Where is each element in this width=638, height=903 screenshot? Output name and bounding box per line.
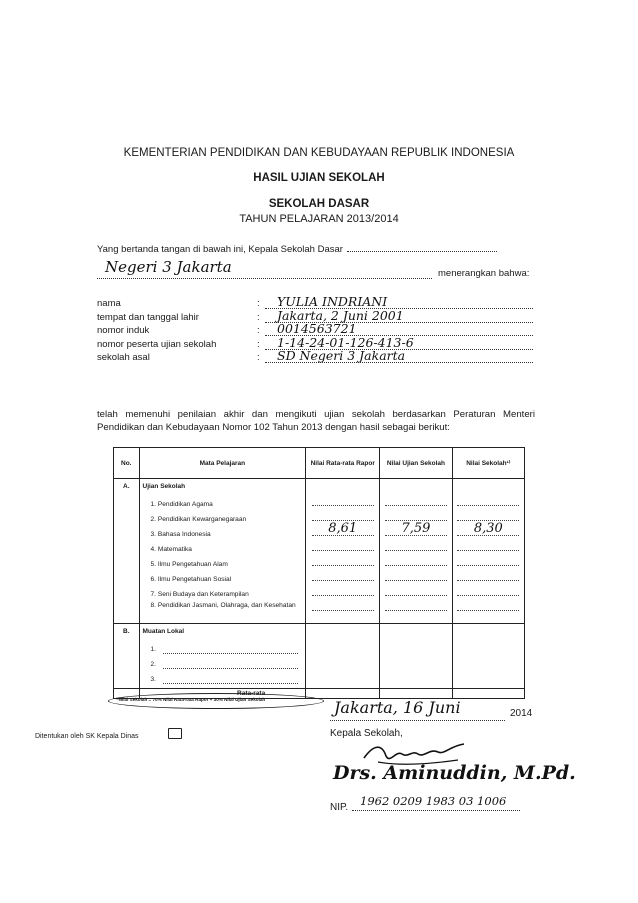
muatan-lokal-item: 3.	[143, 672, 303, 687]
rapor-cell	[309, 542, 376, 557]
identity-label: nomor peserta ujian sekolah	[97, 338, 217, 350]
identity-colon: :	[257, 298, 260, 309]
group-a-no: A.	[114, 479, 140, 624]
identity-value: SD Negeri 3 Jakarta	[277, 348, 406, 363]
group-b-sekolah	[452, 624, 524, 689]
identity-colon: :	[257, 338, 260, 350]
sekolah-cell	[456, 587, 521, 602]
ujian-cell	[383, 497, 448, 512]
place-date-line	[330, 700, 505, 721]
sekolah-cell	[456, 542, 521, 557]
ujian-column	[380, 479, 452, 624]
group-a-row	[114, 479, 525, 624]
header-rapor: Nilai Rata-rata Rapor	[306, 448, 380, 479]
header-sekolah: Nilai Sekolah¹⁾	[452, 448, 524, 479]
identity-label: tempat dan tanggal lahir	[97, 311, 199, 323]
group-b-ujian	[380, 624, 452, 689]
subject-item: 3. Bahasa Indonesia	[150, 531, 211, 538]
statement-text: telah memenuhi penilaian akhir dan mengikuti ujian sekolah berdasarkan Peraturan Menteri Pendidikan dan Kebudayaan Nomor 102 Tahun 2013 dengan hasil sebagai berikut:	[97, 409, 535, 433]
school-name-handwritten: Negeri 3 Jakarta	[105, 258, 232, 276]
group-b-no: B.	[114, 624, 140, 689]
identity-value: Jakarta, 2 Juni 2001	[277, 307, 404, 323]
rapor-cell	[309, 521, 376, 542]
sekolah-cell	[456, 557, 521, 572]
arrow-box-icon	[168, 728, 182, 739]
sekolah-cell	[456, 521, 521, 542]
ujian-cell	[383, 587, 448, 602]
subject-item: 7. Seni Budaya dan Keterampilan	[150, 591, 249, 598]
group-b-rapor	[306, 624, 380, 689]
identity-label: nama	[97, 298, 121, 309]
nip-label: NIP.	[330, 802, 349, 813]
subject-item: 1. Pendidikan Agama	[150, 501, 213, 508]
subject-item: 8. Pendidikan Jasmani, Olahraga, dan Kesehatan	[150, 602, 296, 609]
identity-value: 0014563721	[277, 321, 357, 336]
nip-value: 1962 0209 1983 03 1006	[360, 794, 507, 808]
subject-item: 6. Ilmu Pengetahuan Sosial	[150, 576, 232, 583]
table-header-row	[114, 448, 525, 479]
rapor-cell	[309, 602, 376, 620]
ujian-cell	[383, 521, 448, 542]
group-a-title: Ujian Sekolah	[142, 483, 186, 490]
school-level: SEKOLAH DASAR	[268, 198, 370, 210]
identity-value: YULIA INDRIANI	[277, 294, 388, 309]
header-subject: Mata Pelajaran	[139, 448, 306, 479]
sekolah-value: 8,30	[473, 521, 503, 536]
ujian-cell	[383, 602, 448, 620]
signatory-name: Drs. Aminuddin, M.Pd.	[333, 762, 576, 784]
subject-list	[143, 497, 303, 620]
rapor-cell	[309, 497, 376, 512]
rapor-cell	[309, 587, 376, 602]
header-no: No.	[114, 448, 140, 479]
identity-label: nomor induk	[97, 325, 150, 336]
rapor-value: 8,61	[328, 521, 358, 536]
sekolah-cell	[456, 572, 521, 587]
dinas-note: Ditentukan oleh SK Kepala Dinas	[35, 733, 139, 740]
signature-year: 2014	[510, 708, 533, 719]
subject-item: 5. Ilmu Pengetahuan Alam	[150, 561, 228, 568]
menerangkan-text: menerangkan bahwa:	[438, 268, 530, 279]
group-b-row	[114, 624, 525, 689]
place-date-handwritten: Jakarta, 16 Juni	[334, 698, 461, 717]
identity-block	[97, 296, 537, 364]
identity-value: 1-14-24-01-126-413-6	[277, 334, 414, 350]
ministry-heading: KEMENTERIAN PENDIDIKAN DAN KEBUDAYAAN REPUBLIK INDONESIA	[123, 147, 515, 159]
grades-table	[113, 447, 525, 699]
subject-item: 2. Pendidikan Kewarganegaraan	[150, 516, 247, 523]
signatory-name-line	[333, 762, 576, 784]
identity-colon: :	[257, 311, 260, 323]
sekolah-cell	[456, 497, 521, 512]
rapor-cell	[309, 557, 376, 572]
header-ujian: Nilai Ujian Sekolah	[380, 448, 452, 479]
ujian-value: 7,59	[401, 521, 431, 536]
sekolah-column	[452, 479, 524, 624]
rapor-column	[306, 479, 380, 624]
subject-item: 4. Matematika	[150, 546, 192, 553]
average-label: Rata-rata	[139, 689, 306, 699]
muatan-lokal-item: 2.	[143, 657, 303, 672]
school-name-line	[97, 258, 432, 279]
group-b-title: Muatan Lokal	[142, 628, 185, 635]
academic-year: TAHUN PELAJARAN 2013/2014	[239, 213, 399, 225]
group-b-items	[139, 624, 306, 689]
ujian-cell	[383, 557, 448, 572]
identity-row	[97, 350, 537, 364]
ujian-cell	[383, 572, 448, 587]
rapor-cell	[309, 572, 376, 587]
identity-colon: :	[257, 352, 260, 363]
group-a-subjects	[139, 479, 306, 624]
footnote-text: ¹⁾Nilai Sekolah = 70% Nilai Rata-rata Rapor + 30% Nilai Ujian Sekolah	[116, 697, 266, 702]
ujian-cell	[383, 542, 448, 557]
signature-role: Kepala Sekolah,	[330, 728, 403, 739]
identity-colon: :	[257, 325, 260, 336]
identity-label: sekolah asal	[97, 352, 150, 363]
sekolah-cell	[456, 602, 521, 620]
nip-line	[352, 794, 520, 811]
document-title: HASIL UJIAN SEKOLAH	[253, 172, 385, 184]
intro-line: Yang bertanda tangan di bawah ini, Kepala Sekolah Dasar	[97, 244, 497, 255]
muatan-lokal-item: 1.	[143, 642, 303, 657]
